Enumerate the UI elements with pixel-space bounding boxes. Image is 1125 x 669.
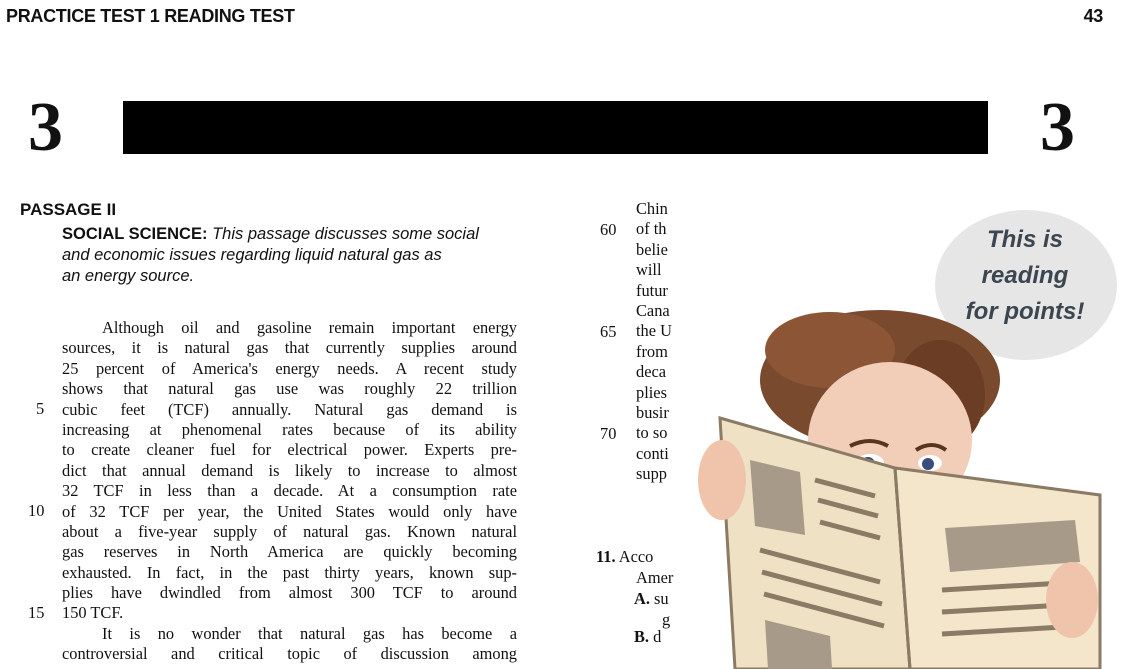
passage-line: busir	[636, 402, 669, 422]
woman-reading-newspaper-icon	[680, 300, 1120, 669]
passage-line: 150 TCF.	[62, 603, 124, 623]
passage-line: exhausted. In fact, in the past thirty years, known sup-	[62, 562, 517, 582]
passage-line: belie	[636, 239, 668, 259]
passage-text	[62, 318, 517, 665]
passage-line: Although oil and gasoline remain important energy	[102, 318, 517, 337]
passage-line: supp	[636, 464, 667, 484]
line-number: 60	[600, 220, 617, 239]
passage-line: plies have dwindled from almost 300 TCF to around	[62, 583, 517, 603]
passage-intro	[62, 224, 517, 287]
passage-line: of 32 TCF per year, the United States would only have	[62, 501, 517, 521]
bubble-line: for points!	[965, 298, 1085, 325]
bubble-line: reading	[981, 262, 1069, 289]
passage-line: cubic feet (TCF) annually. Natural gas demand is	[62, 399, 517, 419]
option-letter: B.	[634, 627, 650, 646]
option-text: su	[654, 589, 669, 608]
passage-line: deca	[636, 362, 667, 382]
line-number: 65	[600, 322, 617, 341]
passage-line: from	[636, 341, 668, 361]
passage-line: the U	[636, 321, 672, 341]
question-11	[596, 546, 673, 647]
intro-subject: SOCIAL SCIENCE:	[62, 225, 208, 243]
question-number: 11.	[596, 547, 616, 566]
passage-line: about a five-year supply of natural gas. Known natural	[62, 521, 517, 541]
passage-line: It is no wonder that natural gas has become a	[102, 623, 517, 643]
intro-line: an energy source.	[62, 267, 195, 285]
running-header: PRACTICE TEST 1 READING TEST	[6, 6, 295, 26]
passage-line: controversial and critical topic of discussion among	[62, 644, 517, 664]
passage-line: sources, it is natural gas that currently supplies around	[62, 338, 517, 358]
passage-line: to create cleaner fuel for electrical power. Experts pre-	[62, 440, 517, 460]
passage-line: to so	[636, 423, 668, 443]
page-number: 43	[1083, 6, 1103, 26]
intro-line: This passage discusses some social	[212, 225, 479, 243]
passage-line: shows that natural gas use was roughly 22 trillion	[62, 379, 517, 399]
passage-line: of th	[636, 219, 667, 239]
passage-line: conti	[636, 443, 669, 463]
line-number: 5	[36, 399, 45, 418]
passage-line: futur	[636, 280, 668, 300]
section-number-left: 3	[28, 89, 63, 166]
passage-column-2	[636, 199, 672, 484]
bubble-line: This is	[986, 226, 1064, 253]
line-number: 10	[28, 501, 45, 520]
question-stem: Acco	[618, 547, 654, 566]
section-number-right: 3	[1040, 89, 1075, 166]
passage-line: increasing at phenomenal rates because of its ability	[62, 419, 517, 439]
option-letter: A.	[634, 589, 650, 608]
section-banner	[123, 101, 988, 154]
passage-line: 32 TCF in less than a decade. At a consumption rate	[62, 481, 517, 501]
passage-line: 25 percent of America's energy needs. A recent study	[62, 358, 517, 378]
passage-label: PASSAGE II	[20, 200, 117, 219]
passage-line: plies	[636, 382, 667, 402]
passage-line: will	[636, 260, 662, 280]
question-stem: Amer	[636, 568, 674, 587]
line-number: 15	[28, 603, 45, 622]
passage-line: dict that annual demand is likely to increase to almost	[62, 460, 517, 480]
option-text: g	[662, 610, 671, 629]
intro-line: and economic issues regarding liquid natural gas as	[62, 246, 442, 264]
passage-line: Cana	[636, 300, 670, 320]
line-number: 70	[600, 424, 617, 443]
option-text: d	[653, 627, 662, 646]
passage-line: Chin	[636, 199, 668, 218]
passage-line: gas reserves in North America are quickly becoming	[62, 542, 517, 562]
